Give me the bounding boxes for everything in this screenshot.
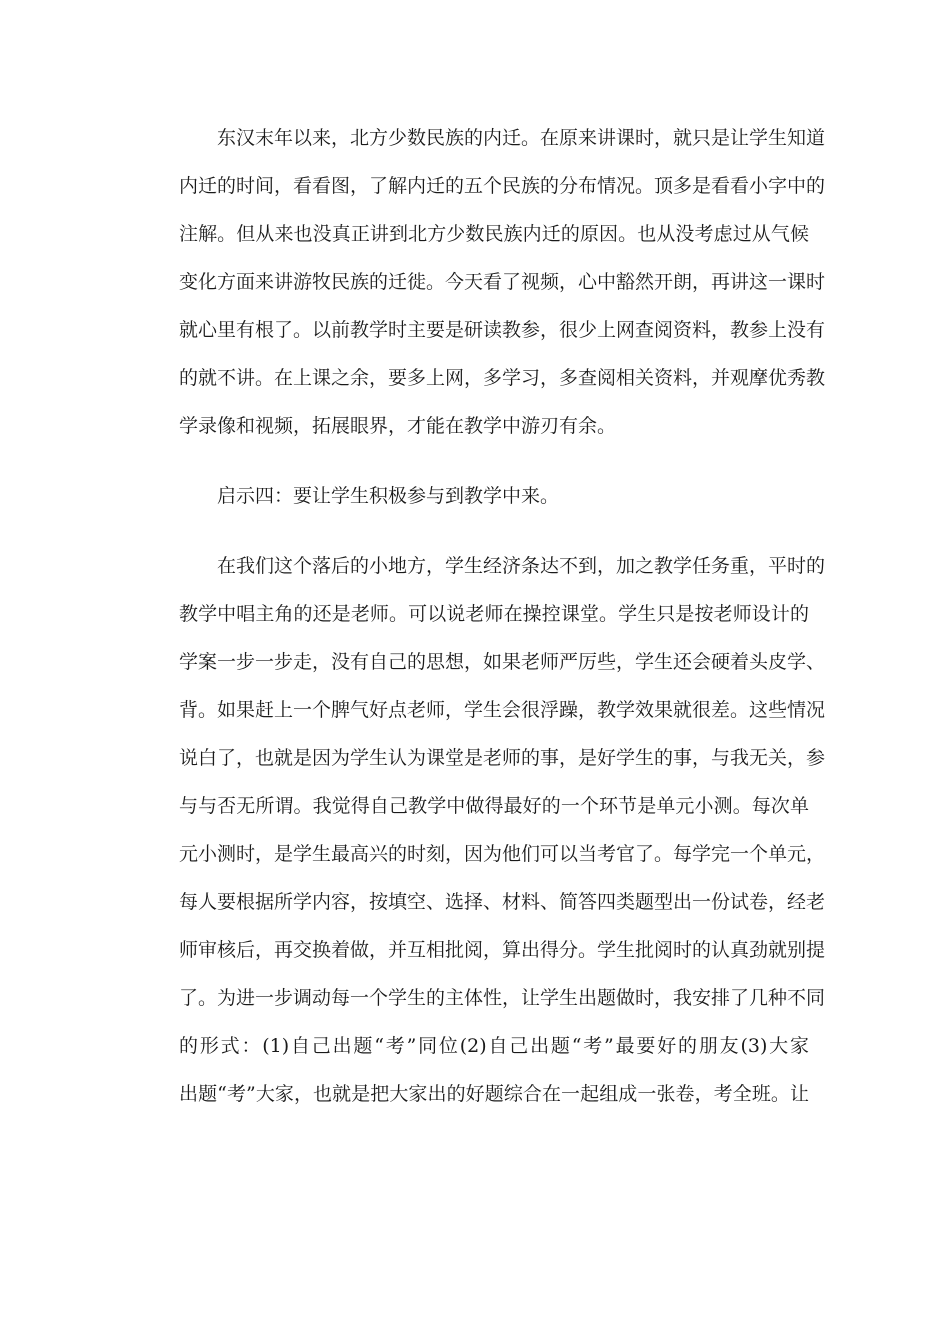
paragraph-1-line: 就心里有根了。以前教学时主要是研读教参，很少上网查阅资料，教参上没有 <box>179 319 826 341</box>
paragraph-1-line: 注解。但从来也没真正讲到北方少数民族内迁的原因。也从没考虑过从气候 <box>179 223 809 245</box>
paragraph-1-line: 的就不讲。在上课之余，要多上网，多学习，多查阅相关资料，并观摩优秀教 <box>179 367 826 389</box>
paragraph-1-line: 东汉末年以来，北方少数民族的内迁。在原来讲课时，就只是让学生知道 <box>217 127 826 149</box>
paragraph-spacer <box>179 520 809 542</box>
paragraph-2-line: 说白了，也就是因为学生认为课堂是老师的事，是好学生的事，与我无关，参 <box>179 747 826 769</box>
paragraph-2-line: 师审核后，再交换着做，并互相批阅，算出得分。学生批阅时的认真劲就别提 <box>179 939 826 961</box>
paragraph-1-line: 内迁的时间，看看图，了解内迁的五个民族的分布情况。顶多是看看小字中的 <box>179 175 826 197</box>
paragraph-2-line: 教学中唱主角的还是老师。可以说老师在操控课堂。学生只是按老师设计的 <box>179 603 809 625</box>
document-body <box>179 114 826 1118</box>
section-heading: 启示四：要让学生积极参与到教学中来。 <box>217 485 560 507</box>
paragraph-2-line: 了。为进一步调动每一个学生的主体性，让学生出题做时，我安排了几种不同 <box>179 987 826 1009</box>
paragraph-2-line: 出题“考”大家，也就是把大家出的好题综合在一起组成一张卷，考全班。让 <box>179 1083 809 1105</box>
paragraph-2-line: 与与否无所谓。我觉得自己教学中做得最好的一个环节是单元小测。每次单 <box>179 795 809 817</box>
paragraph-2-line: 背。如果赶上一个脾气好点老师，学生会很浮躁，教学效果就很差。这些情况 <box>179 699 826 721</box>
paragraph-spacer <box>179 450 809 472</box>
paragraph-2-line: 元小测时，是学生最高兴的时刻，因为他们可以当考官了。每学完一个单元， <box>179 843 826 865</box>
paragraph-1-line: 学录像和视频，拓展眼界，才能在教学中游刃有余。 <box>179 415 617 437</box>
paragraph-2-line: 学案一步一步走，没有自己的思想，如果老师严厉些，学生还会硬着头皮学、 <box>179 651 826 673</box>
paragraph-2-line: 在我们这个落后的小地方，学生经济条达不到，加之教学任务重，平时的 <box>217 555 826 577</box>
paragraph-1-line: 变化方面来讲游牧民族的迁徙。今天看了视频，心中豁然开朗，再讲这一课时 <box>179 271 826 293</box>
paragraph-2-line: 的形式：(1)自己出题“考”同位(2)自己出题“考”最要好的朋友(3)大家 <box>179 1035 809 1057</box>
paragraph-2-line: 每人要根据所学内容，按填空、选择、材料、简答四类题型出一份试卷，经老 <box>179 891 826 913</box>
